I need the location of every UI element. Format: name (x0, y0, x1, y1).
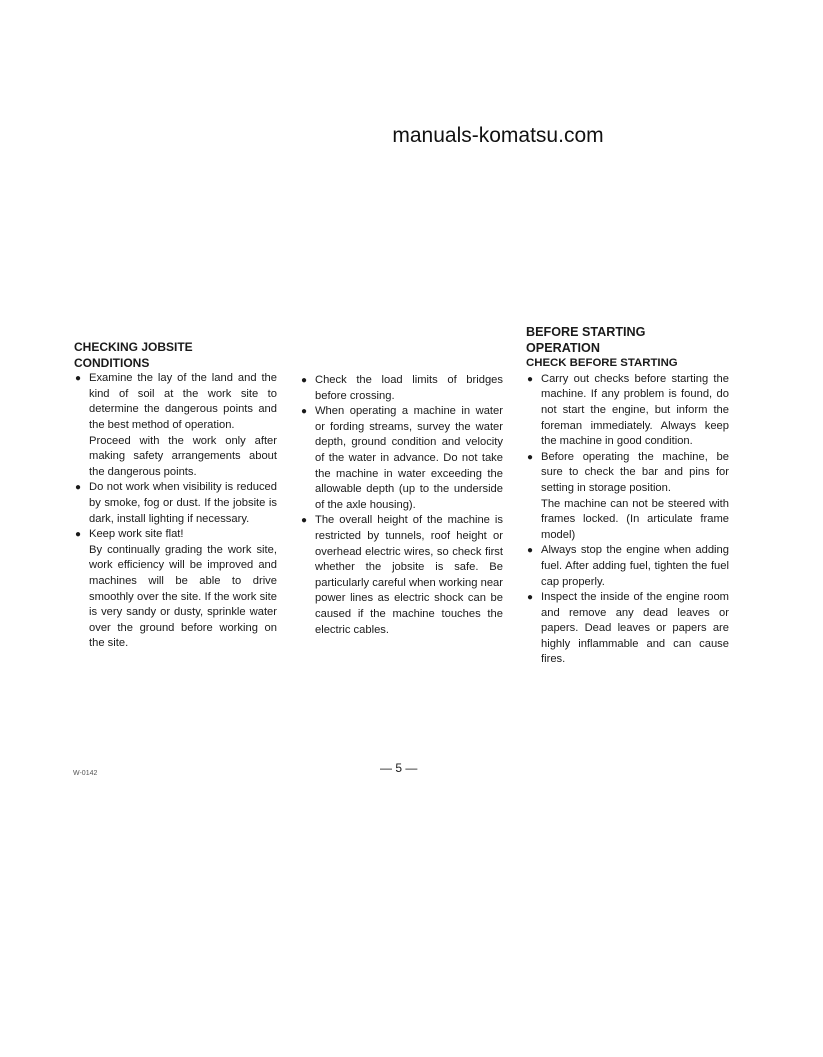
bullet-icon: ● (301, 515, 308, 527)
section-heading-line-2: OPERATION (526, 340, 600, 355)
section-heading-line-1: BEFORE STARTING (526, 325, 646, 339)
bullet-item (74, 480, 277, 527)
column-before-starting (526, 325, 729, 668)
bullet-text: Carry out checks before starting the machine. If any problem is found, do not start the engine, but inform the foreman immediately. Always keep the machine in good condition. (541, 372, 729, 448)
bullet-text: Inspect the inside of the engine room and remove any dead leaves or papers. Dead leaves or papers are highly inflammable and can cause fires. (541, 591, 729, 666)
bullet-followup-text: Proceed with the work only after making safety arrangements about the dangerous points. (89, 434, 277, 478)
bullet-item (300, 404, 503, 513)
bullet-icon: ● (75, 482, 82, 494)
bullet-icon: ● (527, 545, 534, 557)
bullet-item (526, 590, 729, 668)
bullet-icon: ● (75, 373, 82, 385)
bullet-item (526, 450, 729, 497)
column-checking-jobsite (74, 340, 277, 652)
bullet-icon: ● (527, 373, 534, 385)
page-number: — 5 — (380, 761, 418, 775)
bullet-item (300, 373, 503, 404)
bullet-icon: ● (527, 451, 534, 463)
bullet-icon: ● (301, 375, 308, 386)
column-site-hazards (300, 373, 503, 638)
bullet-text: The overall height of the machine is restricted by tunnels, roof height or overhead electric wires, so check first whether the jobsite is safe. Be particularly careful when working near power lines as electric shock can be caused if the machine touches the electric cables. (315, 514, 503, 636)
section-heading-line-1: CHECKING JOBSITE (74, 340, 193, 354)
bullet-text: Do not work when visibility is reduced by smoke, fog or dust. If the jobsite is dark, install lighting if necessary. (89, 481, 277, 525)
bullet-item (74, 371, 277, 433)
watermark-text: manuals-komatsu.com (392, 124, 604, 147)
bullet-icon: ● (301, 406, 308, 418)
bullet-item (526, 543, 729, 590)
section-subheading: CHECK BEFORE STARTING (526, 357, 678, 370)
bullet-text: Check the load limits of bridges before crossing. (315, 374, 503, 402)
bullet-followup-text: By continually grading the work site, work efficiency will be improved and machines will be able to drive smoothly over the site. If the work site is very sandy or dusty, sprinkle water over the ground before working on the site. (89, 543, 277, 650)
bullet-item (74, 527, 277, 543)
bullet-text: Examine the lay of the land and the kind of soil at the work site to determine the dangerous points and the best method of operation. (89, 372, 277, 431)
bullet-item (300, 513, 503, 638)
bullet-text: Keep work site flat! (89, 528, 184, 541)
bullet-followup-text: The machine can not be steered with frames locked. (In articulate frame model) (541, 497, 729, 541)
section-heading-line-2: CONDITIONS (74, 355, 150, 370)
bullet-item (526, 372, 729, 450)
bullet-text: Before operating the machine, be sure to check the bar and pins for setting in storage position. (541, 450, 729, 494)
bullet-text: Always stop the engine when adding fuel. After adding fuel, tighten the fuel cap properly. (541, 544, 729, 588)
bullet-text: When operating a machine in water or fording streams, survey the water depth, ground condition and velocity of the water in advance. Do not take the machine in water exceeding the allowable depth (up to the underside of the axle housing). (315, 405, 503, 511)
bullet-icon: ● (75, 529, 82, 541)
bullet-icon: ● (527, 592, 534, 604)
document-code: W-0142 (73, 770, 98, 777)
